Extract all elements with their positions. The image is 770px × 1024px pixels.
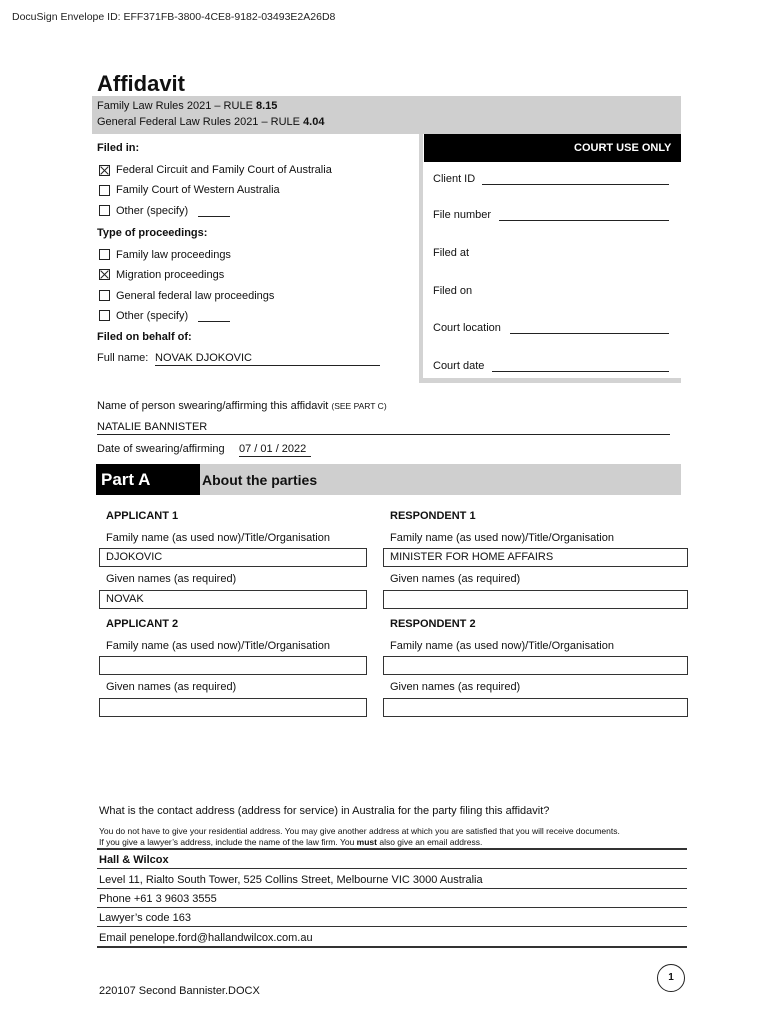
applicant1-family-field[interactable]: DJOKOVIC: [99, 548, 367, 567]
contact-address: Level 11, Rialto South Tower, 525 Collins Street, Melbourne VIC 3000 Australia: [99, 874, 483, 886]
contact-rule-3: [97, 907, 687, 908]
envelope-id: DocuSign Envelope ID: EFF371FB-3800-4CE8-9182-03493E2A26D8: [12, 11, 336, 23]
respondent2-family-label: Family name (as used now)/Title/Organisation: [390, 640, 614, 652]
checkbox-federal-circuit[interactable]: [99, 165, 110, 176]
checkbox-filed-in-other[interactable]: [99, 205, 110, 216]
respondent2-given-label: Given names (as required): [390, 681, 521, 693]
contact-rule-2: [97, 888, 687, 889]
applicant1-given-field[interactable]: NOVAK: [99, 590, 367, 609]
respondent1-given-field[interactable]: [383, 590, 688, 609]
court-location-label: Court location: [433, 322, 501, 334]
respondent2-family-field[interactable]: [383, 656, 688, 675]
filed-in-other-line: [198, 216, 230, 217]
swearing-name[interactable]: NATALIE BANNISTER: [97, 421, 670, 435]
contact-rule-1: [97, 868, 687, 869]
behalf-label: Filed on behalf of:: [97, 331, 192, 343]
court-date-line: [492, 371, 669, 372]
option-federal-circuit: Federal Circuit and Family Court of Australia: [116, 164, 332, 176]
full-name-label: Full name:: [97, 352, 149, 364]
client-id-line: [482, 184, 669, 185]
checkbox-family-law[interactable]: [99, 249, 110, 260]
contact-code: Lawyer’s code 163: [99, 912, 191, 924]
applicant2-family-label: Family name (as used now)/Title/Organisation: [106, 640, 330, 652]
contact-firm: Hall & Wilcox: [99, 854, 169, 866]
contact-question: What is the contact address (address for service) in Australia for the party filing this affidavit?: [99, 805, 550, 817]
checkbox-proceedings-other[interactable]: [99, 310, 110, 321]
contact-rule-top: [97, 848, 687, 850]
full-name-value[interactable]: NOVAK DJOKOVIC: [155, 352, 380, 366]
swearing-date-label: Date of swearing/affirming: [97, 443, 225, 455]
contact-note-2: If you give a lawyer’s address, include the name of the law firm. You must also give an email address.: [99, 837, 483, 847]
page-title: Affidavit: [97, 71, 185, 96]
respondent2-heading: RESPONDENT 2: [390, 618, 476, 630]
court-location-line: [510, 333, 669, 334]
respondent1-family-label: Family name (as used now)/Title/Organisation: [390, 532, 614, 544]
applicant2-family-field[interactable]: [99, 656, 367, 675]
client-id-label: Client ID: [433, 173, 476, 185]
filed-at-label: Filed at: [433, 247, 470, 259]
contact-rule-4: [97, 926, 687, 927]
swearing-date[interactable]: 07 / 01 / 2022: [239, 443, 311, 457]
part-a-title: About the parties: [202, 472, 318, 488]
footer-filename: 220107 Second Bannister.DOCX: [99, 985, 260, 997]
applicant2-given-label: Given names (as required): [106, 681, 237, 693]
contact-phone: Phone +61 3 9603 3555: [99, 893, 217, 905]
applicant1-heading: APPLICANT 1: [106, 510, 179, 522]
court-date-label: Court date: [433, 360, 485, 372]
court-use-label: COURT USE ONLY: [574, 142, 672, 154]
respondent1-given-label: Given names (as required): [390, 573, 521, 585]
file-number-label: File number: [433, 209, 492, 221]
respondent1-heading: RESPONDENT 1: [390, 510, 476, 522]
rules-line-2: General Federal Law Rules 2021 – RULE 4.04: [97, 116, 325, 128]
checkbox-general-federal[interactable]: [99, 290, 110, 301]
file-number-line: [499, 220, 669, 221]
respondent1-family-field[interactable]: MINISTER FOR HOME AFFAIRS: [383, 548, 688, 567]
proceedings-label: Type of proceedings:: [97, 227, 208, 239]
checkbox-family-court-wa[interactable]: [99, 185, 110, 196]
option-general-federal: General federal law proceedings: [116, 290, 275, 302]
proceedings-other-line: [198, 321, 230, 322]
applicant1-given-label: Given names (as required): [106, 573, 237, 585]
option-family-law: Family law proceedings: [116, 249, 231, 261]
rules-line-1: Family Law Rules 2021 – RULE 8.15: [97, 100, 278, 112]
filed-on-label: Filed on: [433, 285, 473, 297]
contact-email: Email penelope.ford@hallandwilcox.com.au: [99, 932, 313, 944]
applicant2-heading: APPLICANT 2: [106, 618, 179, 630]
swearing-label-row: Name of person swearing/affirming this affidavit (SEE PART C): [97, 400, 387, 412]
part-a-tag: Part A: [101, 470, 151, 489]
contact-note-1: You do not have to give your residential address. You may give another address at which you are satisfied that you will receive documents.: [99, 826, 620, 836]
option-migration: Migration proceedings: [116, 269, 225, 281]
filed-in-label: Filed in:: [97, 142, 140, 154]
option-proceedings-other: Other (specify): [116, 310, 189, 322]
applicant1-family-label: Family name (as used now)/Title/Organisation: [106, 532, 330, 544]
option-filed-in-other: Other (specify): [116, 205, 189, 217]
page-number: 1: [657, 964, 685, 992]
contact-rule-bottom: [97, 946, 687, 948]
applicant2-given-field[interactable]: [99, 698, 367, 717]
option-family-court-wa: Family Court of Western Australia: [116, 184, 280, 196]
checkbox-migration[interactable]: [99, 269, 110, 280]
respondent2-given-field[interactable]: [383, 698, 688, 717]
